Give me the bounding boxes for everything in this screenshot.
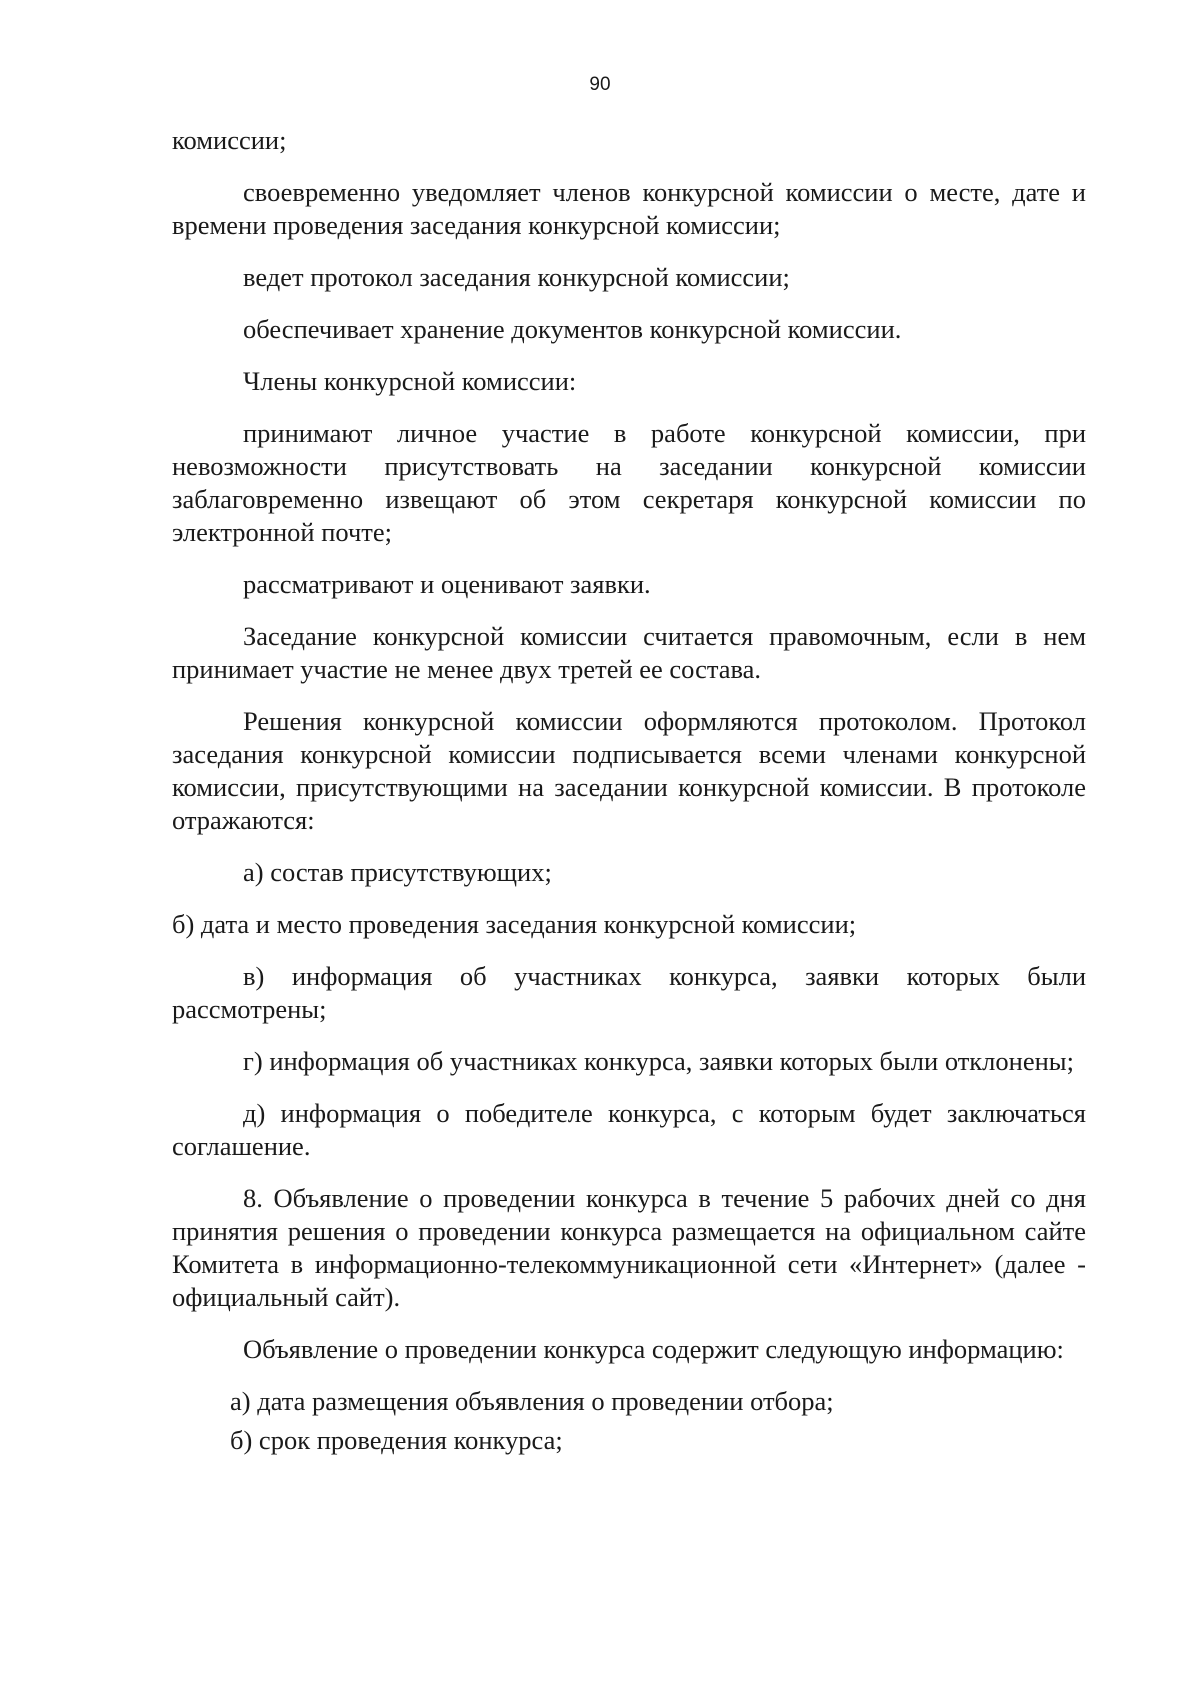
- paragraph: ведет протокол заседания конкурсной комиссии;: [243, 262, 790, 292]
- paragraph: комиссии;: [172, 125, 287, 155]
- section-8-paragraph: 8. Объявление о проведении конкурса в течение 5 рабочих дней со дня принятия решения о проведении конкурса размещается на официальном сайте Комитета в информационно-телекоммуникационной сети «Интернет» (далее - официальный сайт).: [172, 1183, 1086, 1312]
- list-item: в) информация об участниках конкурса, заявки которых были рассмотрены;: [172, 961, 1086, 1024]
- paragraph: Решения конкурсной комиссии оформляются протоколом. Протокол заседания конкурсной комиссии подписывается всеми членами конкурсной комиссии, присутствующими на заседании конкурсной комиссии. В протоколе отражаются:: [172, 706, 1086, 835]
- paragraph: принимают личное участие в работе конкурсной комиссии, при невозможности присутствовать на заседании конкурсной комиссии заблаговременно извещают об этом секретаря конкурсной комиссии по электронной почте;: [172, 418, 1086, 547]
- paragraph: обеспечивает хранение документов конкурсной комиссии.: [243, 314, 902, 344]
- list-item: г) информация об участниках конкурса, заявки которых были отклонены;: [243, 1046, 1074, 1076]
- document-body: [172, 124, 1086, 1463]
- list-item: а) состав присутствующих;: [243, 857, 552, 887]
- paragraph: Заседание конкурсной комиссии считается правомочным, если в нем принимает участие не менее двух третей ее состава.: [172, 621, 1086, 684]
- page-number: 90: [589, 74, 611, 95]
- paragraph: Члены конкурсной комиссии:: [243, 366, 577, 396]
- list-item: а) дата размещения объявления о проведении отбора;: [230, 1386, 834, 1416]
- paragraph: своевременно уведомляет членов конкурсной комиссии о месте, дате и времени проведения заседания конкурсной комиссии;: [172, 177, 1086, 240]
- paragraph: Объявление о проведении конкурса содержит следующую информацию:: [243, 1334, 1064, 1364]
- list-item: б) срок проведения конкурса;: [230, 1425, 563, 1455]
- list-item: д) информация о победителе конкурса, с которым будет заключаться соглашение.: [172, 1098, 1086, 1161]
- list-item: б) дата и место проведения заседания конкурсной комиссии;: [172, 909, 857, 939]
- paragraph: рассматривают и оценивают заявки.: [243, 569, 651, 599]
